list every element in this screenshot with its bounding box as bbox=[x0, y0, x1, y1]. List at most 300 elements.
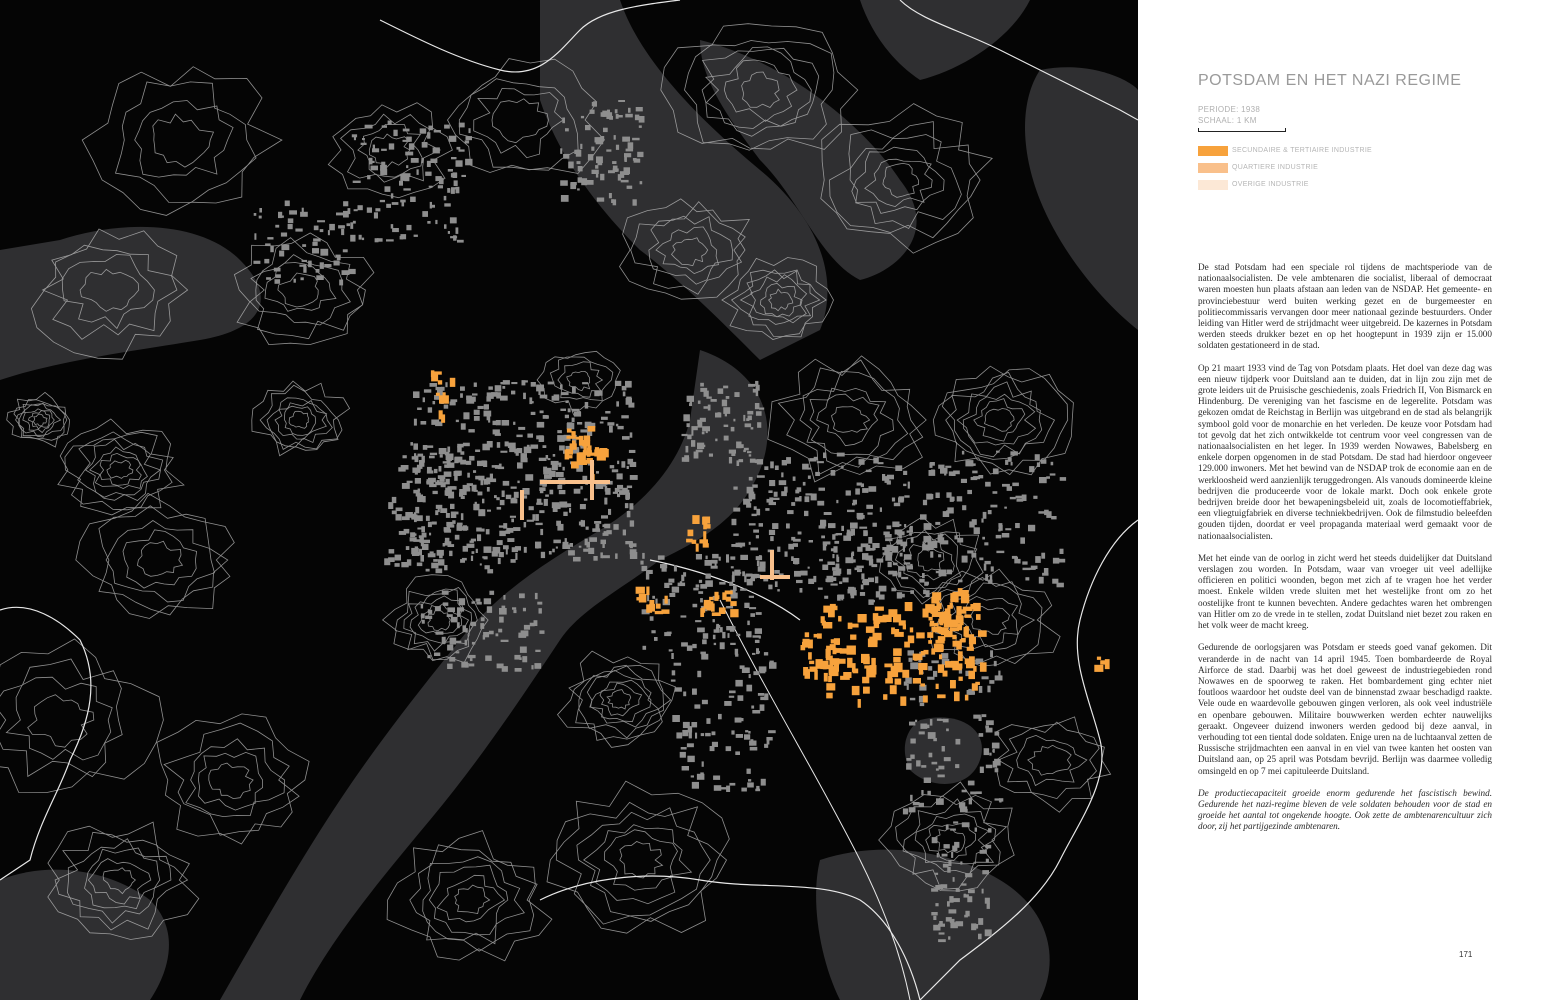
building bbox=[857, 483, 862, 486]
building bbox=[596, 471, 599, 474]
building bbox=[824, 512, 832, 515]
building bbox=[300, 212, 308, 217]
building bbox=[781, 472, 783, 477]
building bbox=[929, 753, 933, 758]
building bbox=[967, 550, 973, 553]
building bbox=[312, 242, 317, 246]
building bbox=[438, 185, 443, 188]
building bbox=[993, 749, 995, 753]
building bbox=[689, 732, 692, 738]
building bbox=[981, 714, 986, 717]
building bbox=[449, 551, 452, 556]
building bbox=[939, 570, 947, 577]
building bbox=[448, 544, 455, 547]
building bbox=[739, 459, 744, 462]
building bbox=[779, 480, 787, 485]
building bbox=[563, 467, 565, 471]
building bbox=[926, 582, 929, 584]
building bbox=[975, 828, 977, 832]
building bbox=[613, 166, 618, 172]
building bbox=[474, 410, 480, 415]
building bbox=[898, 524, 902, 526]
building bbox=[749, 674, 751, 678]
building bbox=[899, 533, 902, 539]
industry-building bbox=[829, 668, 834, 675]
building bbox=[968, 781, 975, 786]
industry-building bbox=[588, 426, 596, 432]
building bbox=[938, 775, 945, 778]
building bbox=[418, 489, 420, 492]
building bbox=[568, 550, 575, 555]
building bbox=[468, 429, 474, 432]
building bbox=[847, 530, 850, 534]
building bbox=[354, 209, 358, 211]
building bbox=[421, 613, 425, 618]
page-number: 171 bbox=[1459, 950, 1473, 959]
building bbox=[954, 535, 957, 539]
building bbox=[691, 722, 697, 727]
building bbox=[572, 409, 580, 412]
building bbox=[1004, 507, 1007, 509]
building bbox=[974, 527, 980, 534]
building bbox=[1005, 460, 1008, 465]
building bbox=[430, 453, 437, 455]
industry-building bbox=[830, 604, 836, 608]
building bbox=[535, 593, 538, 599]
building bbox=[855, 568, 860, 571]
building bbox=[985, 482, 991, 487]
building bbox=[337, 256, 341, 260]
building bbox=[377, 238, 383, 242]
building bbox=[678, 583, 686, 587]
building bbox=[487, 510, 491, 512]
building bbox=[316, 275, 324, 280]
building bbox=[655, 599, 657, 604]
building bbox=[910, 698, 915, 701]
building bbox=[431, 205, 435, 208]
industry-building bbox=[828, 676, 832, 682]
building bbox=[843, 578, 849, 583]
building bbox=[932, 837, 938, 843]
building bbox=[724, 701, 731, 706]
industry-building bbox=[916, 632, 925, 638]
building bbox=[442, 637, 446, 644]
building bbox=[625, 503, 629, 508]
building bbox=[936, 798, 944, 805]
building bbox=[982, 676, 989, 679]
building bbox=[669, 593, 675, 597]
industry-building bbox=[814, 670, 818, 680]
building bbox=[472, 393, 478, 395]
building bbox=[561, 392, 568, 395]
building bbox=[621, 461, 625, 468]
building bbox=[607, 422, 614, 425]
building bbox=[471, 556, 473, 561]
building bbox=[369, 158, 373, 165]
building bbox=[503, 481, 510, 486]
building bbox=[750, 459, 756, 463]
building bbox=[456, 420, 459, 422]
building bbox=[447, 447, 450, 453]
building bbox=[1035, 556, 1041, 563]
building bbox=[609, 116, 613, 120]
industry-building bbox=[567, 429, 572, 433]
building bbox=[396, 514, 402, 520]
building bbox=[996, 535, 1002, 539]
building bbox=[567, 422, 572, 426]
building bbox=[703, 633, 708, 639]
building bbox=[868, 537, 872, 544]
building bbox=[388, 121, 392, 125]
building bbox=[430, 383, 438, 387]
building bbox=[1060, 477, 1066, 481]
industry-building bbox=[699, 539, 708, 543]
building bbox=[621, 180, 629, 183]
building bbox=[481, 479, 484, 485]
building bbox=[971, 553, 976, 558]
building bbox=[866, 505, 873, 509]
industry-building bbox=[913, 654, 923, 661]
building bbox=[990, 505, 997, 508]
building bbox=[403, 129, 410, 132]
industry-building bbox=[894, 629, 899, 633]
building bbox=[627, 486, 632, 489]
building bbox=[828, 523, 836, 528]
building bbox=[935, 873, 938, 875]
building bbox=[740, 588, 746, 590]
building bbox=[431, 563, 438, 569]
building bbox=[1010, 451, 1018, 455]
building bbox=[385, 186, 391, 192]
building bbox=[637, 152, 643, 157]
building bbox=[550, 490, 554, 495]
building bbox=[630, 475, 638, 480]
building bbox=[684, 455, 689, 462]
building bbox=[520, 647, 527, 653]
building bbox=[733, 419, 735, 422]
building bbox=[438, 559, 444, 565]
industry-building bbox=[887, 671, 892, 680]
building bbox=[328, 230, 330, 235]
building bbox=[417, 169, 419, 175]
building bbox=[1050, 473, 1056, 475]
building bbox=[990, 575, 992, 580]
building bbox=[691, 430, 693, 436]
building bbox=[524, 522, 527, 527]
building bbox=[1023, 568, 1031, 570]
building bbox=[808, 476, 811, 479]
building bbox=[498, 558, 501, 564]
building bbox=[302, 208, 304, 213]
building bbox=[687, 743, 694, 747]
industry-building bbox=[803, 667, 808, 676]
building bbox=[417, 496, 423, 502]
building bbox=[956, 739, 961, 745]
building bbox=[406, 165, 408, 168]
building bbox=[892, 498, 895, 502]
industry-building bbox=[961, 638, 965, 642]
building bbox=[913, 802, 920, 805]
building bbox=[950, 497, 954, 502]
building bbox=[450, 638, 457, 645]
building bbox=[473, 504, 479, 510]
building bbox=[522, 656, 527, 662]
building bbox=[695, 620, 701, 622]
building bbox=[435, 510, 438, 515]
building bbox=[433, 491, 438, 494]
building bbox=[755, 628, 762, 634]
building bbox=[556, 472, 564, 477]
building bbox=[537, 602, 542, 605]
building bbox=[612, 469, 618, 472]
building bbox=[275, 225, 279, 228]
building bbox=[756, 411, 762, 416]
building bbox=[1007, 486, 1012, 491]
building bbox=[706, 718, 710, 724]
building bbox=[822, 565, 828, 571]
building bbox=[694, 452, 699, 459]
building bbox=[841, 466, 844, 469]
building bbox=[395, 563, 400, 567]
building bbox=[1041, 553, 1045, 559]
industry-building bbox=[928, 640, 932, 644]
building bbox=[831, 584, 838, 586]
industry-building bbox=[826, 683, 835, 690]
building bbox=[426, 481, 433, 484]
building bbox=[627, 186, 633, 189]
building bbox=[770, 461, 774, 468]
building bbox=[635, 115, 639, 121]
building bbox=[471, 539, 476, 542]
building bbox=[558, 463, 561, 467]
building bbox=[429, 456, 435, 459]
building bbox=[639, 125, 642, 128]
building bbox=[755, 381, 758, 386]
building bbox=[343, 201, 348, 206]
building bbox=[560, 409, 566, 411]
building bbox=[958, 580, 963, 583]
building bbox=[556, 547, 558, 549]
building bbox=[628, 142, 634, 149]
building bbox=[687, 423, 690, 427]
building bbox=[334, 261, 340, 266]
building bbox=[985, 898, 990, 904]
building bbox=[423, 445, 428, 450]
building bbox=[747, 769, 751, 774]
building bbox=[955, 921, 963, 926]
building bbox=[1015, 523, 1020, 528]
building bbox=[420, 128, 427, 133]
building bbox=[563, 512, 567, 516]
building bbox=[475, 450, 480, 453]
industry-building bbox=[973, 603, 981, 611]
building bbox=[600, 552, 603, 558]
building bbox=[988, 828, 992, 832]
building bbox=[898, 497, 904, 502]
building bbox=[628, 108, 631, 113]
building bbox=[747, 782, 754, 787]
building bbox=[989, 753, 991, 756]
building bbox=[937, 853, 939, 857]
building bbox=[921, 790, 923, 795]
building bbox=[551, 461, 559, 465]
building bbox=[525, 474, 533, 481]
building bbox=[744, 734, 750, 739]
building bbox=[743, 415, 745, 421]
building bbox=[585, 539, 588, 546]
building bbox=[544, 475, 552, 479]
building bbox=[935, 903, 938, 906]
building bbox=[538, 389, 540, 395]
building bbox=[452, 520, 455, 524]
building bbox=[955, 764, 959, 768]
industry-building bbox=[824, 673, 828, 682]
building bbox=[777, 547, 780, 552]
industry-building bbox=[665, 596, 668, 604]
building bbox=[582, 382, 588, 384]
building bbox=[980, 850, 987, 854]
industry-building bbox=[646, 587, 649, 596]
building bbox=[510, 516, 516, 518]
building bbox=[826, 579, 829, 583]
building bbox=[534, 620, 538, 626]
building bbox=[285, 201, 290, 207]
building bbox=[491, 392, 498, 397]
building bbox=[299, 265, 306, 267]
building bbox=[477, 534, 481, 541]
industry-building bbox=[712, 612, 721, 616]
building bbox=[630, 432, 633, 437]
building bbox=[521, 630, 529, 636]
building bbox=[823, 453, 826, 459]
building bbox=[951, 852, 953, 858]
building bbox=[885, 534, 892, 538]
building bbox=[983, 512, 987, 519]
building bbox=[388, 557, 395, 562]
building bbox=[895, 465, 902, 471]
building bbox=[873, 523, 877, 527]
building bbox=[764, 652, 768, 655]
building bbox=[687, 756, 694, 762]
building bbox=[517, 462, 523, 468]
building bbox=[760, 670, 765, 673]
building bbox=[513, 422, 515, 425]
building bbox=[871, 564, 877, 567]
building bbox=[622, 436, 630, 440]
industry-building bbox=[950, 627, 959, 631]
map-legend bbox=[1198, 142, 1372, 193]
building bbox=[800, 588, 803, 593]
industry-building bbox=[937, 694, 946, 698]
industry-building bbox=[964, 614, 971, 618]
building bbox=[713, 619, 715, 622]
building bbox=[837, 595, 841, 601]
building bbox=[700, 388, 707, 392]
building bbox=[312, 248, 319, 253]
legend-label: QUARTIERE INDUSTRIE bbox=[1232, 164, 1319, 171]
building bbox=[769, 480, 775, 486]
building bbox=[808, 567, 810, 569]
building bbox=[948, 860, 951, 866]
building bbox=[973, 924, 979, 929]
building bbox=[448, 169, 453, 172]
building bbox=[362, 238, 364, 241]
building bbox=[985, 845, 991, 849]
building bbox=[497, 540, 503, 545]
building bbox=[433, 401, 436, 404]
building bbox=[978, 918, 983, 925]
building bbox=[747, 451, 751, 453]
building bbox=[457, 610, 460, 617]
building bbox=[697, 671, 701, 677]
building bbox=[463, 412, 469, 419]
building bbox=[711, 560, 717, 564]
building bbox=[982, 870, 989, 874]
building bbox=[718, 388, 724, 394]
building bbox=[1039, 577, 1044, 584]
building bbox=[348, 208, 351, 214]
building bbox=[616, 401, 619, 406]
building bbox=[797, 487, 802, 492]
building bbox=[993, 468, 999, 474]
building bbox=[930, 719, 933, 726]
building bbox=[566, 401, 569, 403]
building bbox=[863, 579, 869, 585]
building bbox=[735, 654, 738, 657]
building bbox=[427, 655, 430, 658]
building bbox=[487, 487, 490, 492]
building bbox=[827, 562, 835, 566]
building bbox=[465, 140, 470, 143]
industry-building bbox=[730, 601, 736, 606]
building bbox=[891, 588, 896, 592]
building bbox=[382, 125, 387, 128]
building bbox=[701, 733, 704, 736]
building bbox=[391, 224, 394, 229]
building bbox=[600, 174, 604, 181]
building bbox=[633, 158, 637, 161]
building bbox=[861, 543, 869, 547]
building bbox=[735, 751, 740, 755]
building bbox=[569, 508, 571, 513]
building bbox=[924, 523, 932, 530]
building bbox=[729, 783, 735, 786]
building bbox=[691, 426, 697, 430]
building bbox=[453, 235, 456, 240]
industry-building bbox=[439, 395, 449, 403]
building bbox=[714, 785, 722, 791]
building bbox=[968, 889, 975, 893]
building bbox=[578, 166, 583, 171]
building bbox=[596, 156, 603, 163]
building bbox=[985, 929, 992, 936]
building bbox=[751, 427, 754, 429]
building bbox=[898, 566, 905, 571]
building bbox=[885, 555, 892, 561]
building bbox=[607, 110, 610, 115]
building bbox=[451, 157, 457, 159]
building bbox=[405, 152, 413, 156]
building bbox=[488, 386, 493, 389]
building bbox=[444, 224, 447, 229]
building bbox=[889, 547, 896, 551]
industry-building bbox=[890, 685, 897, 694]
building bbox=[701, 654, 708, 660]
building bbox=[712, 554, 719, 559]
building bbox=[516, 435, 522, 438]
building bbox=[553, 540, 561, 544]
building bbox=[993, 761, 997, 768]
